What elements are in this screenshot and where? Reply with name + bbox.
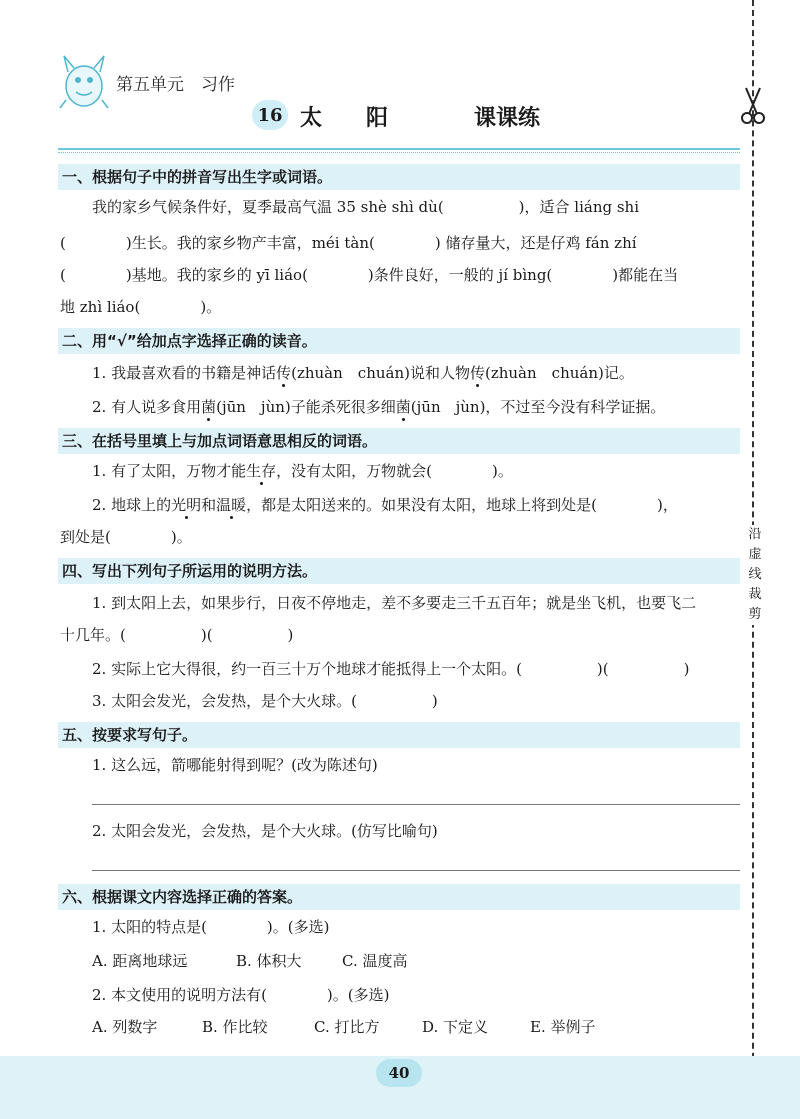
practice-title: 课课练: [474, 105, 541, 131]
section6-q2-option-b: B. 作比较: [202, 1018, 268, 1036]
lesson-title: 太 阳: [300, 105, 389, 131]
section6-heading: 六、根据课文内容选择正确的答案。: [58, 884, 740, 910]
page-number-badge: [376, 1059, 422, 1087]
section5-question1: 1. 这么远，箭哪能射得到呢？(改为陈述句): [92, 756, 378, 774]
section4-heading: 四、写出下列句子所运用的说明方法。: [58, 558, 740, 584]
section6-q1-option-b: B. 体积大: [236, 952, 302, 970]
q1-text-a: 1. 我最喜欢看的书籍是神话: [92, 364, 277, 382]
lesson-number: 16: [257, 104, 283, 126]
q2-text-c: (jūn jùn)子能杀死很多细: [216, 398, 396, 416]
section3-question2: [92, 494, 678, 515]
section3-question2-continued: 到处是( )。: [60, 528, 192, 546]
section2-question1: [92, 362, 634, 383]
page-number: 40: [388, 1064, 410, 1082]
header-divider-dotted: [58, 152, 740, 153]
section6-q2-option-c: C. 打比方: [314, 1018, 380, 1036]
cut-along-dashed-line-label: 沿虚线裁剪: [747, 525, 763, 625]
s3q1-text-c: ，没有太阳，万物就会( )。: [276, 462, 513, 480]
scissors-icon: [740, 86, 766, 126]
section6-q2-option-a: A. 列数字: [92, 1018, 158, 1036]
q2-dotted-char-1: 菌: [201, 398, 217, 416]
section5-question2: 2. 太阳会发光，会发热，是个大火球。(仿写比喻句): [92, 822, 438, 840]
section4-line1: 1. 到太阳上去，如果步行，日夜不停地走，差不多要走三千五百年；就是坐飞机，也要飞二: [92, 594, 697, 612]
section1-line2: ( )生长。我的家乡物产丰富，méi tàn( ) 储存量大，还是仔鸡 fán zhí: [60, 234, 637, 252]
q1-text-e: (zhuàn chuán)记。: [484, 364, 634, 382]
section5-heading: 五、按要求写句子。: [58, 722, 740, 748]
section3-heading: 三、在括号里填上与加点词语意思相反的词语。: [58, 428, 740, 454]
s3q1-text-a: 1. 有了太阳，万物才能: [92, 462, 247, 480]
q1-dotted-char-2: 传: [469, 364, 485, 382]
q2-text-a: 2. 有人说多食用: [92, 398, 202, 416]
section6-q1-option-c: C. 温度高: [342, 952, 408, 970]
mascot-illustration: [58, 50, 110, 112]
s3q2-text-a: 2. 地球上的: [92, 496, 172, 514]
section6-question2: 2. 本文使用的说明方法有( )。(多选): [92, 986, 390, 1004]
section1-line1: 我的家乡气候条件好，夏季最高气温 35 shè shì dù( )，适合 liáng shi: [92, 198, 640, 216]
q1-dotted-char-1: 传: [276, 364, 292, 382]
lesson-number-badge: [252, 100, 288, 130]
section2-heading: 二、用“√”给加点字选择正确的读音。: [58, 328, 740, 354]
section2-question2: [92, 396, 665, 417]
section6-q1-option-a: A. 距离地球远: [92, 952, 188, 970]
header-divider: [58, 148, 740, 150]
s3q2-text-c: 和: [201, 496, 217, 514]
section1-line3: ( )基地。我的家乡的 yī liáo( )条件良好，一般的 jí bìng( )都能在当: [60, 266, 679, 284]
section6-question1: 1. 太阳的特点是( )。(多选): [92, 918, 330, 936]
s3q2-dotted-word-1: 光明: [171, 496, 202, 514]
s3q1-dotted-word: 生存: [246, 462, 277, 480]
section4-line3: 2. 实际上它大得很，约一百三十万个地球才能抵得上一个太阳。( )( ): [92, 660, 690, 678]
s3q2-dotted-word-2: 温暖: [216, 496, 247, 514]
section6-q2-option-e: E. 举例子: [530, 1018, 596, 1036]
q1-text-c: (zhuàn chuán)说和人物: [291, 364, 470, 382]
q2-text-e: (jūn jùn)，不过至今没有科学证据。: [410, 398, 666, 416]
section4-line2: 十几年。( )( ): [60, 626, 294, 644]
answer-line-2[interactable]: [92, 870, 740, 871]
section1-heading: 一、根据句子中的拼音写出生字或词语。: [58, 164, 740, 190]
section6-q2-option-d: D. 下定义: [422, 1018, 489, 1036]
s3q2-text-e: ，都是太阳送来的。如果没有太阳，地球上将到处是( )，: [246, 496, 678, 514]
section4-line4: 3. 太阳会发光，会发热，是个大火球。( ): [92, 692, 438, 710]
section3-question1: [92, 460, 513, 481]
unit-label: 第五单元 习作: [116, 75, 235, 95]
answer-line-1[interactable]: [92, 804, 740, 805]
q2-dotted-char-2: 菌: [395, 398, 411, 416]
section1-line4: 地 zhì liáo( )。: [60, 298, 222, 316]
